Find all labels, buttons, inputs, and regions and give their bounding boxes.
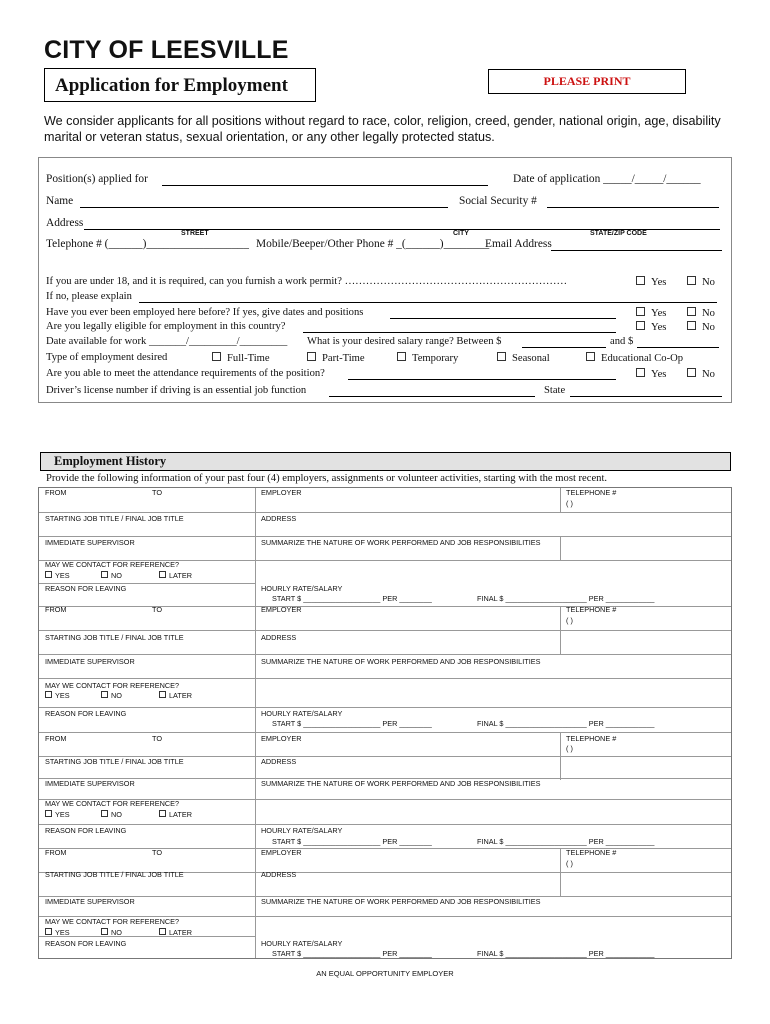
- name-field[interactable]: [80, 207, 448, 208]
- job-title-label: STARTING JOB TITLE / FINAL JOB TITLE: [45, 514, 184, 523]
- grid-divider: [560, 732, 561, 756]
- employer-label: EMPLOYER: [261, 605, 302, 614]
- grid-divider: [560, 848, 561, 872]
- hourly-rate-label: HOURLY RATE/SALARY: [261, 826, 343, 835]
- telephone-label: TELEPHONE #: [566, 734, 617, 743]
- grid-divider: [560, 488, 561, 512]
- please-print-box: [488, 69, 686, 94]
- employer-address-label: ADDRESS: [261, 757, 297, 766]
- final-rate-field[interactable]: FINAL $ ____________________ PER ____________: [477, 719, 655, 728]
- from-label: FROM: [45, 488, 67, 497]
- grid-divider: [39, 824, 731, 825]
- checkbox-icon: [586, 352, 595, 361]
- grid-divider: [39, 936, 255, 937]
- telephone-field[interactable]: ( ): [566, 744, 573, 753]
- work-permit-question: If you are under 18, and it is required, can you furnish a work permit? ………………………………………………………: [46, 276, 568, 287]
- eligible-yes[interactable]: Yes: [636, 321, 666, 333]
- salary-range-label: What is your desired salary range? Between $: [307, 336, 502, 347]
- checkbox-icon: [45, 571, 52, 578]
- checkbox-icon: [159, 810, 166, 817]
- checkbox-icon: [101, 571, 108, 578]
- to-label: TO: [152, 488, 163, 497]
- grid-divider: [255, 488, 256, 958]
- ssn-field[interactable]: [547, 207, 719, 208]
- to-label: TO: [152, 734, 163, 743]
- job-title-label: STARTING JOB TITLE / FINAL JOB TITLE: [45, 757, 184, 766]
- email-label: Email Address: [485, 238, 552, 250]
- responsibilities-label: SUMMARIZE THE NATURE OF WORK PERFORMED AND JOB RESPONSIBILITIES: [261, 657, 541, 666]
- statezip-sublabel: STATE/ZIP CODE: [590, 230, 647, 237]
- work-permit-yes[interactable]: Yes: [636, 276, 666, 288]
- checkbox-icon: [45, 928, 52, 935]
- mobile-phone-field[interactable]: Mobile/Beeper/Other Phone # _(______)________: [256, 238, 490, 250]
- checkbox-icon: [397, 352, 406, 361]
- contact-no[interactable]: NO: [101, 691, 122, 700]
- checkbox-icon: [687, 276, 696, 285]
- employed-before-yes[interactable]: Yes: [636, 307, 666, 319]
- checkbox-icon: [101, 810, 108, 817]
- grid-divider: [560, 756, 561, 780]
- grid-divider: [39, 536, 731, 537]
- grid-divider: [39, 654, 731, 655]
- employment-instructions: Provide the following information of your past four (4) employers, assignments or volunteer activities, starting with the most recent.: [46, 473, 608, 484]
- employed-before-no[interactable]: No: [687, 307, 715, 319]
- eligible-no[interactable]: No: [687, 321, 715, 333]
- checkbox-icon: [636, 368, 645, 377]
- final-rate-field[interactable]: FINAL $ ____________________ PER ____________: [477, 594, 655, 603]
- grid-divider: [39, 512, 731, 513]
- grid-divider: [39, 707, 731, 708]
- type-seasonal[interactable]: Seasonal: [497, 352, 550, 364]
- reason-leaving-label: REASON FOR LEAVING: [45, 709, 127, 718]
- reason-leaving-label: REASON FOR LEAVING: [45, 939, 127, 948]
- position-label: Position(s) applied for: [46, 173, 148, 185]
- employer-address-label: ADDRESS: [261, 514, 297, 523]
- telephone-field[interactable]: ( ): [566, 499, 573, 508]
- employment-history-heading: Employment History: [54, 454, 167, 468]
- checkbox-icon: [101, 928, 108, 935]
- contact-later[interactable]: LATER: [159, 571, 192, 580]
- type-part-time[interactable]: Part-Time: [307, 352, 365, 364]
- reason-leaving-label: REASON FOR LEAVING: [45, 826, 127, 835]
- checkbox-icon: [687, 307, 696, 316]
- grid-divider: [39, 848, 731, 849]
- contact-later[interactable]: LATER: [159, 810, 192, 819]
- telephone-label: TELEPHONE #: [566, 848, 617, 857]
- contact-reference-label: MAY WE CONTACT FOR REFERENCE?: [45, 681, 180, 690]
- supervisor-label: IMMEDIATE SUPERVISOR: [45, 538, 135, 547]
- eligible-field[interactable]: [303, 332, 616, 333]
- contact-reference-label: MAY WE CONTACT FOR REFERENCE?: [45, 799, 180, 808]
- from-label: FROM: [45, 734, 67, 743]
- name-label: Name: [46, 195, 74, 207]
- contact-later[interactable]: LATER: [159, 691, 192, 700]
- checkbox-icon: [45, 810, 52, 817]
- contact-no[interactable]: NO: [101, 571, 122, 580]
- grid-divider: [39, 732, 731, 733]
- checkbox-icon: [101, 691, 108, 698]
- telephone-field[interactable]: ( ): [566, 616, 573, 625]
- eoe-footer: AN EQUAL OPPORTUNITY EMPLOYER: [316, 969, 454, 978]
- employer-label: EMPLOYER: [261, 848, 302, 857]
- contact-yes[interactable]: YES: [45, 928, 70, 937]
- telephone-field[interactable]: Telephone # (______)__________________: [46, 238, 249, 250]
- contact-no[interactable]: NO: [101, 810, 122, 819]
- hourly-rate-label: HOURLY RATE/SALARY: [261, 939, 343, 948]
- employment-type-label: Type of employment desired: [46, 352, 168, 363]
- if-no-explain-field[interactable]: [139, 302, 717, 303]
- attendance-field[interactable]: [348, 379, 616, 380]
- responsibilities-label: SUMMARIZE THE NATURE OF WORK PERFORMED AND JOB RESPONSIBILITIES: [261, 897, 541, 906]
- attendance-no[interactable]: No: [687, 368, 715, 380]
- street-sublabel: STREET: [181, 230, 209, 237]
- contact-yes[interactable]: YES: [45, 571, 70, 580]
- date-of-application-field[interactable]: Date of application _____/_____/______: [513, 173, 701, 185]
- supervisor-label: IMMEDIATE SUPERVISOR: [45, 657, 135, 666]
- type-educational-coop[interactable]: Educational Co-Op: [586, 352, 683, 364]
- please-print-label: PLEASE PRINT: [543, 74, 631, 88]
- employed-before-question: Have you ever been employed here before? If yes, give dates and positions: [46, 307, 364, 318]
- supervisor-label: IMMEDIATE SUPERVISOR: [45, 779, 135, 788]
- employer-label: EMPLOYER: [261, 734, 302, 743]
- checkbox-icon: [636, 307, 645, 316]
- address-label: Address: [46, 217, 84, 229]
- start-rate-field[interactable]: START $ ___________________ PER ________: [272, 949, 432, 958]
- grid-divider: [39, 630, 731, 631]
- contact-reference-label: MAY WE CONTACT FOR REFERENCE?: [45, 560, 180, 569]
- contact-yes[interactable]: YES: [45, 810, 70, 819]
- checkbox-icon: [307, 352, 316, 361]
- start-rate-field[interactable]: START $ ___________________ PER ________: [272, 719, 432, 728]
- email-field[interactable]: [551, 250, 722, 251]
- form-title-box: [44, 68, 316, 102]
- contact-yes[interactable]: YES: [45, 691, 70, 700]
- grid-divider: [560, 606, 561, 630]
- final-rate-field[interactable]: FINAL $ ____________________ PER ____________: [477, 837, 655, 846]
- contact-later[interactable]: LATER: [159, 928, 192, 937]
- checkbox-icon: [687, 368, 696, 377]
- job-title-label: STARTING JOB TITLE / FINAL JOB TITLE: [45, 870, 184, 879]
- grid-divider: [560, 536, 561, 560]
- employer-address-label: ADDRESS: [261, 870, 297, 879]
- if-no-explain-label: If no, please explain: [46, 291, 132, 302]
- drivers-state-field[interactable]: [570, 396, 722, 397]
- ssn-label: Social Security #: [459, 195, 537, 207]
- responsibilities-label: SUMMARIZE THE NATURE OF WORK PERFORMED AND JOB RESPONSIBILITIES: [261, 538, 541, 547]
- eeo-statement-line1: We consider applicants for all positions without regard to race, color, religion, creed, gender, national origin, age, disability: [44, 114, 721, 128]
- from-label: FROM: [45, 605, 67, 614]
- position-field[interactable]: [162, 185, 488, 186]
- attendance-yes[interactable]: Yes: [636, 368, 666, 380]
- drivers-license-label: Driver’s license number if driving is an essential job function: [46, 385, 307, 396]
- job-title-label: STARTING JOB TITLE / FINAL JOB TITLE: [45, 633, 184, 642]
- grid-divider: [39, 606, 731, 607]
- city-title: CITY OF LEESVILLE: [44, 36, 289, 64]
- grid-divider: [39, 678, 731, 679]
- drivers-state-label: State: [544, 385, 566, 396]
- eligible-question: Are you legally eligible for employment in this country?: [46, 321, 286, 332]
- start-rate-field[interactable]: START $ ___________________ PER ________: [272, 594, 432, 603]
- date-available-field[interactable]: Date available for work _______/_________/_________: [46, 336, 288, 347]
- contact-no[interactable]: NO: [101, 928, 122, 937]
- hourly-rate-label: HOURLY RATE/SALARY: [261, 709, 343, 718]
- salary-and-label: and $: [610, 336, 634, 347]
- checkbox-icon: [636, 276, 645, 285]
- checkbox-icon: [159, 928, 166, 935]
- checkbox-icon: [636, 321, 645, 330]
- grid-divider: [560, 872, 561, 896]
- salary-max-field[interactable]: [637, 347, 719, 348]
- employer-label: EMPLOYER: [261, 488, 302, 497]
- from-label: FROM: [45, 848, 67, 857]
- telephone-label: TELEPHONE #: [566, 605, 617, 614]
- work-permit-no[interactable]: No: [687, 276, 715, 288]
- employed-before-field[interactable]: [390, 318, 616, 319]
- employer-address-label: ADDRESS: [261, 633, 297, 642]
- supervisor-label: IMMEDIATE SUPERVISOR: [45, 897, 135, 906]
- employment-history-heading-bar: [40, 452, 731, 471]
- final-rate-field[interactable]: FINAL $ ____________________ PER ____________: [477, 949, 655, 958]
- contact-reference-label: MAY WE CONTACT FOR REFERENCE?: [45, 917, 180, 926]
- checkbox-icon: [687, 321, 696, 330]
- to-label: TO: [152, 605, 163, 614]
- drivers-license-field[interactable]: [329, 396, 535, 397]
- checkbox-icon: [159, 691, 166, 698]
- checkbox-icon: [497, 352, 506, 361]
- checkbox-icon: [212, 352, 221, 361]
- responsibilities-label: SUMMARIZE THE NATURE OF WORK PERFORMED AND JOB RESPONSIBILITIES: [261, 779, 541, 788]
- attendance-question: Are you able to meet the attendance requirements of the position?: [46, 368, 325, 379]
- checkbox-icon: [159, 571, 166, 578]
- telephone-label: TELEPHONE #: [566, 488, 617, 497]
- type-temporary[interactable]: Temporary: [397, 352, 458, 364]
- city-sublabel: CITY: [453, 230, 469, 237]
- grid-divider: [560, 630, 561, 654]
- eeo-statement-line2: marital or veteran status, sexual orientation, or any other legally protected status.: [44, 130, 495, 144]
- reason-leaving-label: REASON FOR LEAVING: [45, 584, 127, 593]
- start-rate-field[interactable]: START $ ___________________ PER ________: [272, 837, 432, 846]
- telephone-field[interactable]: ( ): [566, 859, 573, 868]
- hourly-rate-label: HOURLY RATE/SALARY: [261, 584, 343, 593]
- type-full-time[interactable]: Full-Time: [212, 352, 270, 364]
- to-label: TO: [152, 848, 163, 857]
- checkbox-icon: [45, 691, 52, 698]
- form-title: Application for Employment: [55, 75, 288, 96]
- salary-min-field[interactable]: [522, 347, 606, 348]
